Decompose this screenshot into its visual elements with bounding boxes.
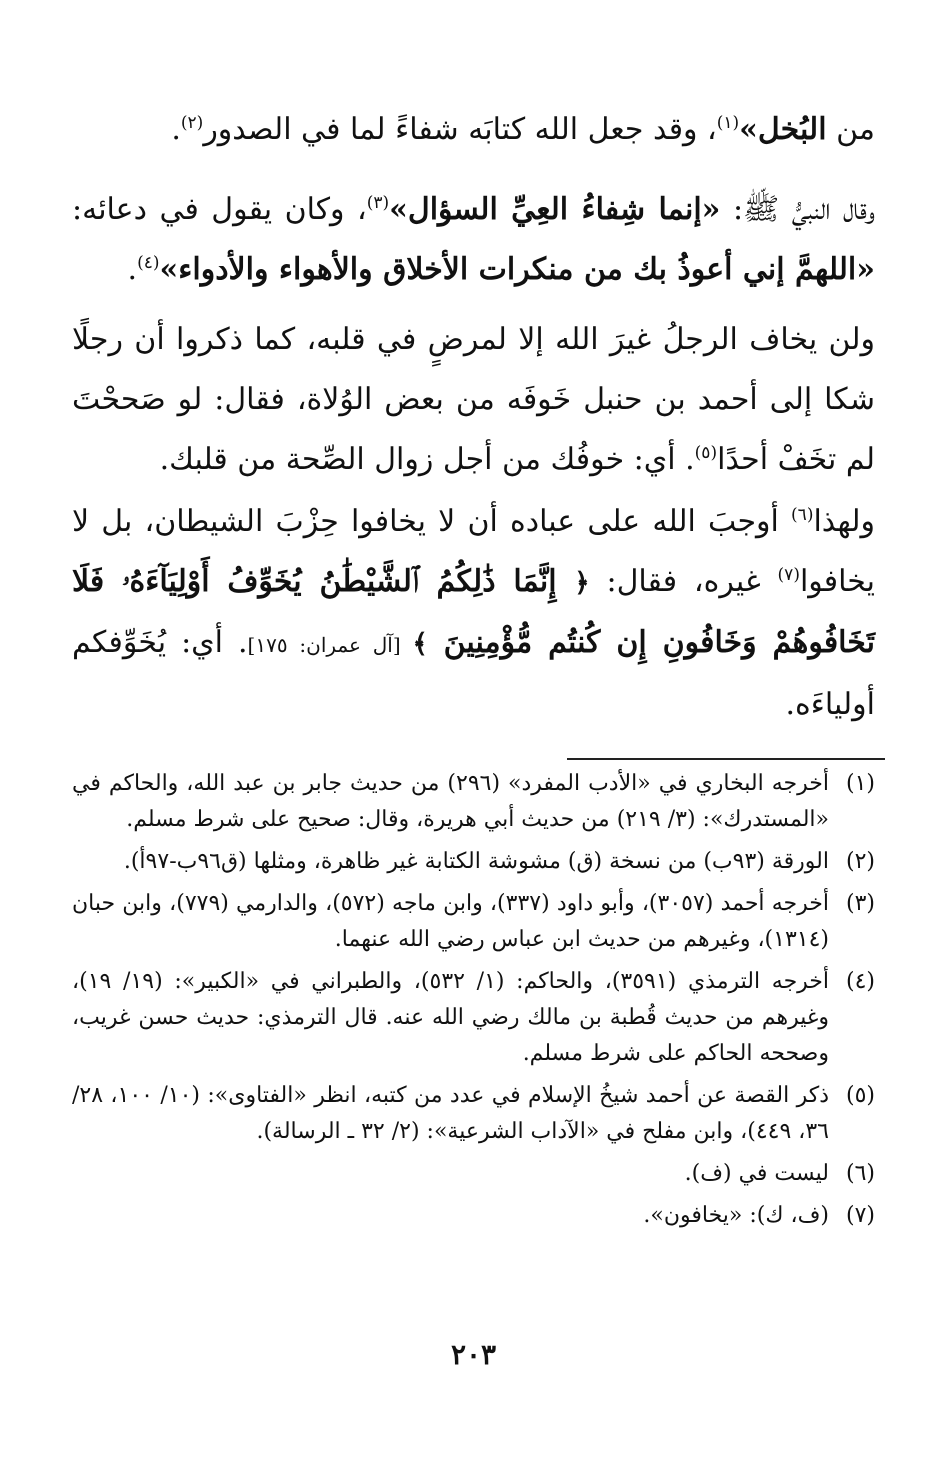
- footnote-number: (٧): [845, 1203, 875, 1228]
- paragraph-2: [72, 180, 875, 300]
- footnote-separator: [567, 758, 885, 760]
- footnote-text: أخرجه البخاري في «الأدب المفرد» (٢٩٦) من حديث جابر بن عبد الله، والحاكم في «المستدرك»: (٣/ ٢١٩) من حديث أبي هريرة، وقال: صحيح على شرط مسلم.: [72, 771, 829, 832]
- footnote-2: [72, 844, 875, 880]
- p1-bold-word: البُخل: [757, 112, 827, 147]
- footnote-text: (ف، ك): «يخافون».: [643, 1203, 829, 1228]
- p2-dua-quote: «اللهمَّ إني أعوذُ بك من منكرات الأخلاق والأهواء والأدواء»: [159, 252, 875, 287]
- paragraph-1: [72, 100, 875, 160]
- footnote-4: [72, 964, 875, 1072]
- footnotes: [72, 766, 875, 1240]
- p2-text-a: وقال النبيُّ ﷺ:: [720, 192, 875, 227]
- footnote-ref-5[interactable]: (٥): [694, 443, 718, 463]
- footnote-text: الورقة (٩٣ب) من نسخة (ق) مشوشة الكتابة غير ظاهرة، ومثلها (ق٩٦ب-٩٧أ).: [123, 849, 829, 874]
- p4-text-a: ولهذا: [813, 504, 875, 539]
- paragraph-3: [72, 310, 875, 490]
- footnote-7: [72, 1198, 875, 1234]
- p1-text-a: من: [826, 112, 875, 147]
- footnote-number: (٣): [845, 891, 875, 916]
- footnote-number: (٦): [845, 1161, 875, 1186]
- footnote-ref-1[interactable]: (١): [716, 113, 740, 133]
- footnote-ref-4[interactable]: (٤): [137, 253, 160, 273]
- ornate-bracket-close: ﴾: [412, 629, 428, 659]
- footnote-ref-6[interactable]: (٦): [791, 505, 814, 525]
- footnote-text: أخرجه أحمد (٣٠٥٧)، وأبو داود (٣٣٧)، وابن ماجه (٥٧٢)، والدارمي (٧٧٩)، وابن حبان (١٣١٤)، وغيرهم من حديث ابن عباس رضي الله عنهما.: [72, 891, 829, 952]
- footnote-6: [72, 1156, 875, 1192]
- footnote-number: (٥): [845, 1083, 875, 1108]
- footnote-text: ذكر القصة عن أحمد شيخُ الإسلام في عدد من كتبه، انظر «الفتاوى»: (١٠/ ١٠٠، ٢٨/ ٣٦، ٤٤٩)، وابن مفلح في «الآداب الشرعية»: (٢/ ٣٢ ـ الرسالة).: [72, 1083, 829, 1144]
- footnote-number: (٢): [845, 849, 875, 874]
- p4-text-b: أوجبَ الله على عباده أن لا يخافوا حِزْبَ الشيطان، بل لا يخافوا: [72, 504, 875, 599]
- verse-reference: [آل عمران: ١٧٥]: [247, 633, 413, 657]
- p1-text-d: ، وقد جعل الله كتابَه شفاءً لما في الصدور: [203, 112, 717, 147]
- footnote-ref-2[interactable]: (٢): [180, 113, 204, 133]
- footnote-text: أخرجه الترمذي (٣٥٩١)، والحاكم: (١/ ٥٣٢)، والطبراني في «الكبير»: (١٩/ ١٩)، وغيرهم من حديث قُطبة بن مالك رضي الله عنه. قال الترمذي: حديث حسن غريب، وصححه الحاكم على شرط مسلم.: [72, 969, 830, 1066]
- p2-text-c: ، وكان يقول في دعائه:: [72, 192, 367, 227]
- paragraph-4: [72, 492, 875, 735]
- p1-text-e: .: [171, 112, 181, 147]
- page-number: ٢٠٣: [450, 1338, 497, 1371]
- p4-text-d: . أي: يُخَوِّفكم أولياءَه.: [72, 625, 875, 722]
- ornate-bracket-open: ﴿: [574, 568, 590, 598]
- footnote-1: [72, 766, 875, 838]
- p2-text-e: .: [127, 252, 138, 287]
- p3-text-a: ولن يخاف الرجلُ غيرَ الله إلا لمرضٍ في قلبه، كما ذكروا أن رجلًا شكا إلى أحمد بن حنبل خَوفَه من بعض الوُلاة، فقال: لو صَححْتَ لم تخَفْ أحدًا: [72, 322, 875, 477]
- footnote-3: [72, 886, 875, 958]
- footnote-number: (٤): [845, 969, 875, 994]
- p3-text-b: . أي: خوفُك من أجل زوال الصِّحة من قلبك.: [159, 442, 695, 477]
- p1-close-quote: »: [739, 112, 758, 147]
- quran-verse-text: إِنَّمَا ذَٰلِكُمُ ٱلشَّيْطَٰنُ يُخَوِّفُ أَوْلِيَآءَهُۥ فَلَا تَخَافُوهُمْ وَخَافُونِ إِن كُنتُم مُّؤْمِنِينَ: [72, 564, 876, 660]
- p2-hadith-quote: «إنما شِفاءُ العِيِّ السؤال»: [389, 192, 721, 227]
- footnote-ref-3[interactable]: (٣): [366, 193, 390, 213]
- footnote-number: (١): [845, 771, 875, 796]
- footnote-5: [72, 1078, 875, 1150]
- footnote-ref-7[interactable]: (٧): [777, 565, 800, 585]
- footnote-text: ليست في (ف).: [684, 1161, 829, 1186]
- p4-text-c: غيره، فقال:: [589, 564, 778, 599]
